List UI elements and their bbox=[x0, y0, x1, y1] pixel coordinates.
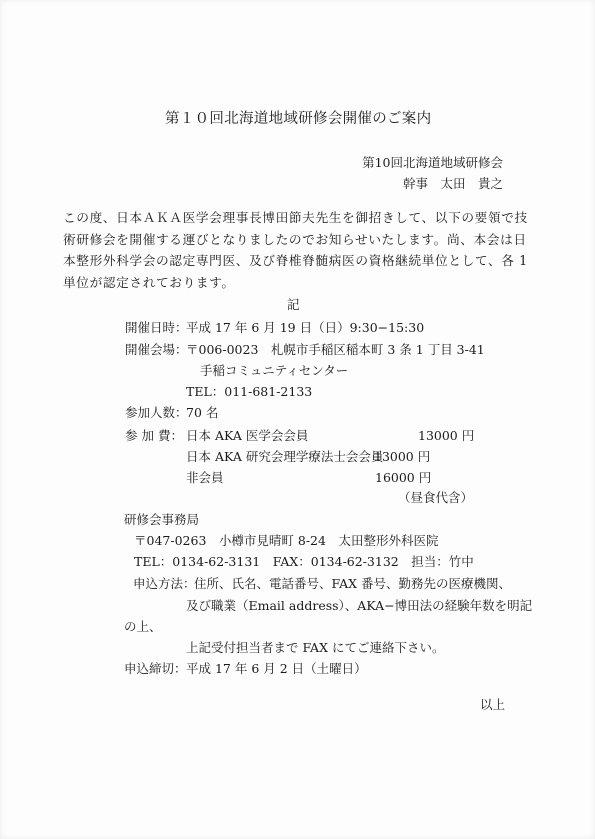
sender-organization: 第10回北海道地域研修会 bbox=[362, 155, 503, 170]
venue-label: 開催会場： bbox=[125, 342, 188, 357]
intro-line: 術研修会を開催する運びとなりましたのでお知らせいたします。尚、本会は日 bbox=[63, 232, 527, 247]
application-method-line: 住所、氏名、電話番号、FAX 番号、勤務先の医療機関、 bbox=[194, 576, 511, 591]
fee-name: 日本 AKA 研究会理学療法士会会員 bbox=[186, 449, 384, 464]
fee-price: 13000 円 bbox=[418, 428, 475, 443]
deadline-label: 申込締切： bbox=[124, 661, 187, 676]
venue-name: 手稲コミュニティセンター bbox=[200, 363, 349, 378]
application-method-line: 及び職業（Email address）、AKA−博田法の経験年数を明記 bbox=[186, 598, 533, 613]
fee-name: 非会員 bbox=[186, 470, 224, 485]
intro-line: この度、日本ＡＫＡ医学会理事長博田節夫先生を御招きして、以下の要領で技 bbox=[63, 210, 528, 225]
attendees-label: 参加人数： bbox=[125, 405, 188, 420]
application-method-label: 申込方法： bbox=[133, 576, 196, 591]
ki-heading: 記 bbox=[287, 297, 300, 312]
attendees-value: 70 名 bbox=[186, 405, 219, 420]
office-contact: TEL：0134-62-3131 FAX：0134-62-3132 担当：竹中 bbox=[134, 554, 474, 569]
datetime-value: 平成 17 年 6 月 19 日（日）9:30−15:30 bbox=[186, 320, 425, 335]
venue-address: 〒006-0023 札幌市手稲区稲本町 3 条 1 丁目 3-41 bbox=[186, 342, 485, 357]
fee-name: 日本 AKA 医学会会員 bbox=[186, 428, 309, 443]
office-address: 〒047-0263 小樽市見晴町 8-24 太田整形外科医院 bbox=[134, 533, 439, 548]
intro-line: 本整形外科学会の認定専門医、及び脊椎脊髄病医の資格継続単位として、各 1 bbox=[63, 253, 528, 268]
application-method-line: 上記受付担当者まで FAX にてご連絡下さい。 bbox=[186, 640, 445, 655]
application-method-line: の上、 bbox=[124, 619, 162, 634]
datetime-label: 開催日時： bbox=[125, 320, 188, 335]
deadline-value: 平成 17 年 6 月 2 日（土曜日） bbox=[186, 661, 367, 676]
sender-officer: 幹事 太田 貴之 bbox=[402, 176, 503, 191]
fee-label: 参 加 費： bbox=[125, 428, 183, 443]
intro-line: 単位が認定されております。 bbox=[63, 275, 235, 290]
document-title: 第１０回北海道地域研修会開催のご案内 bbox=[165, 111, 432, 127]
fee-price: 16000 円 bbox=[375, 470, 432, 485]
office-heading: 研修会事務局 bbox=[124, 512, 200, 527]
fee-note: （昼食代含） bbox=[398, 490, 474, 505]
venue-tel: TEL：011-681-2133 bbox=[186, 384, 313, 399]
fee-price: 13000 円 bbox=[374, 449, 431, 464]
closing-text: 以上 bbox=[480, 697, 506, 712]
